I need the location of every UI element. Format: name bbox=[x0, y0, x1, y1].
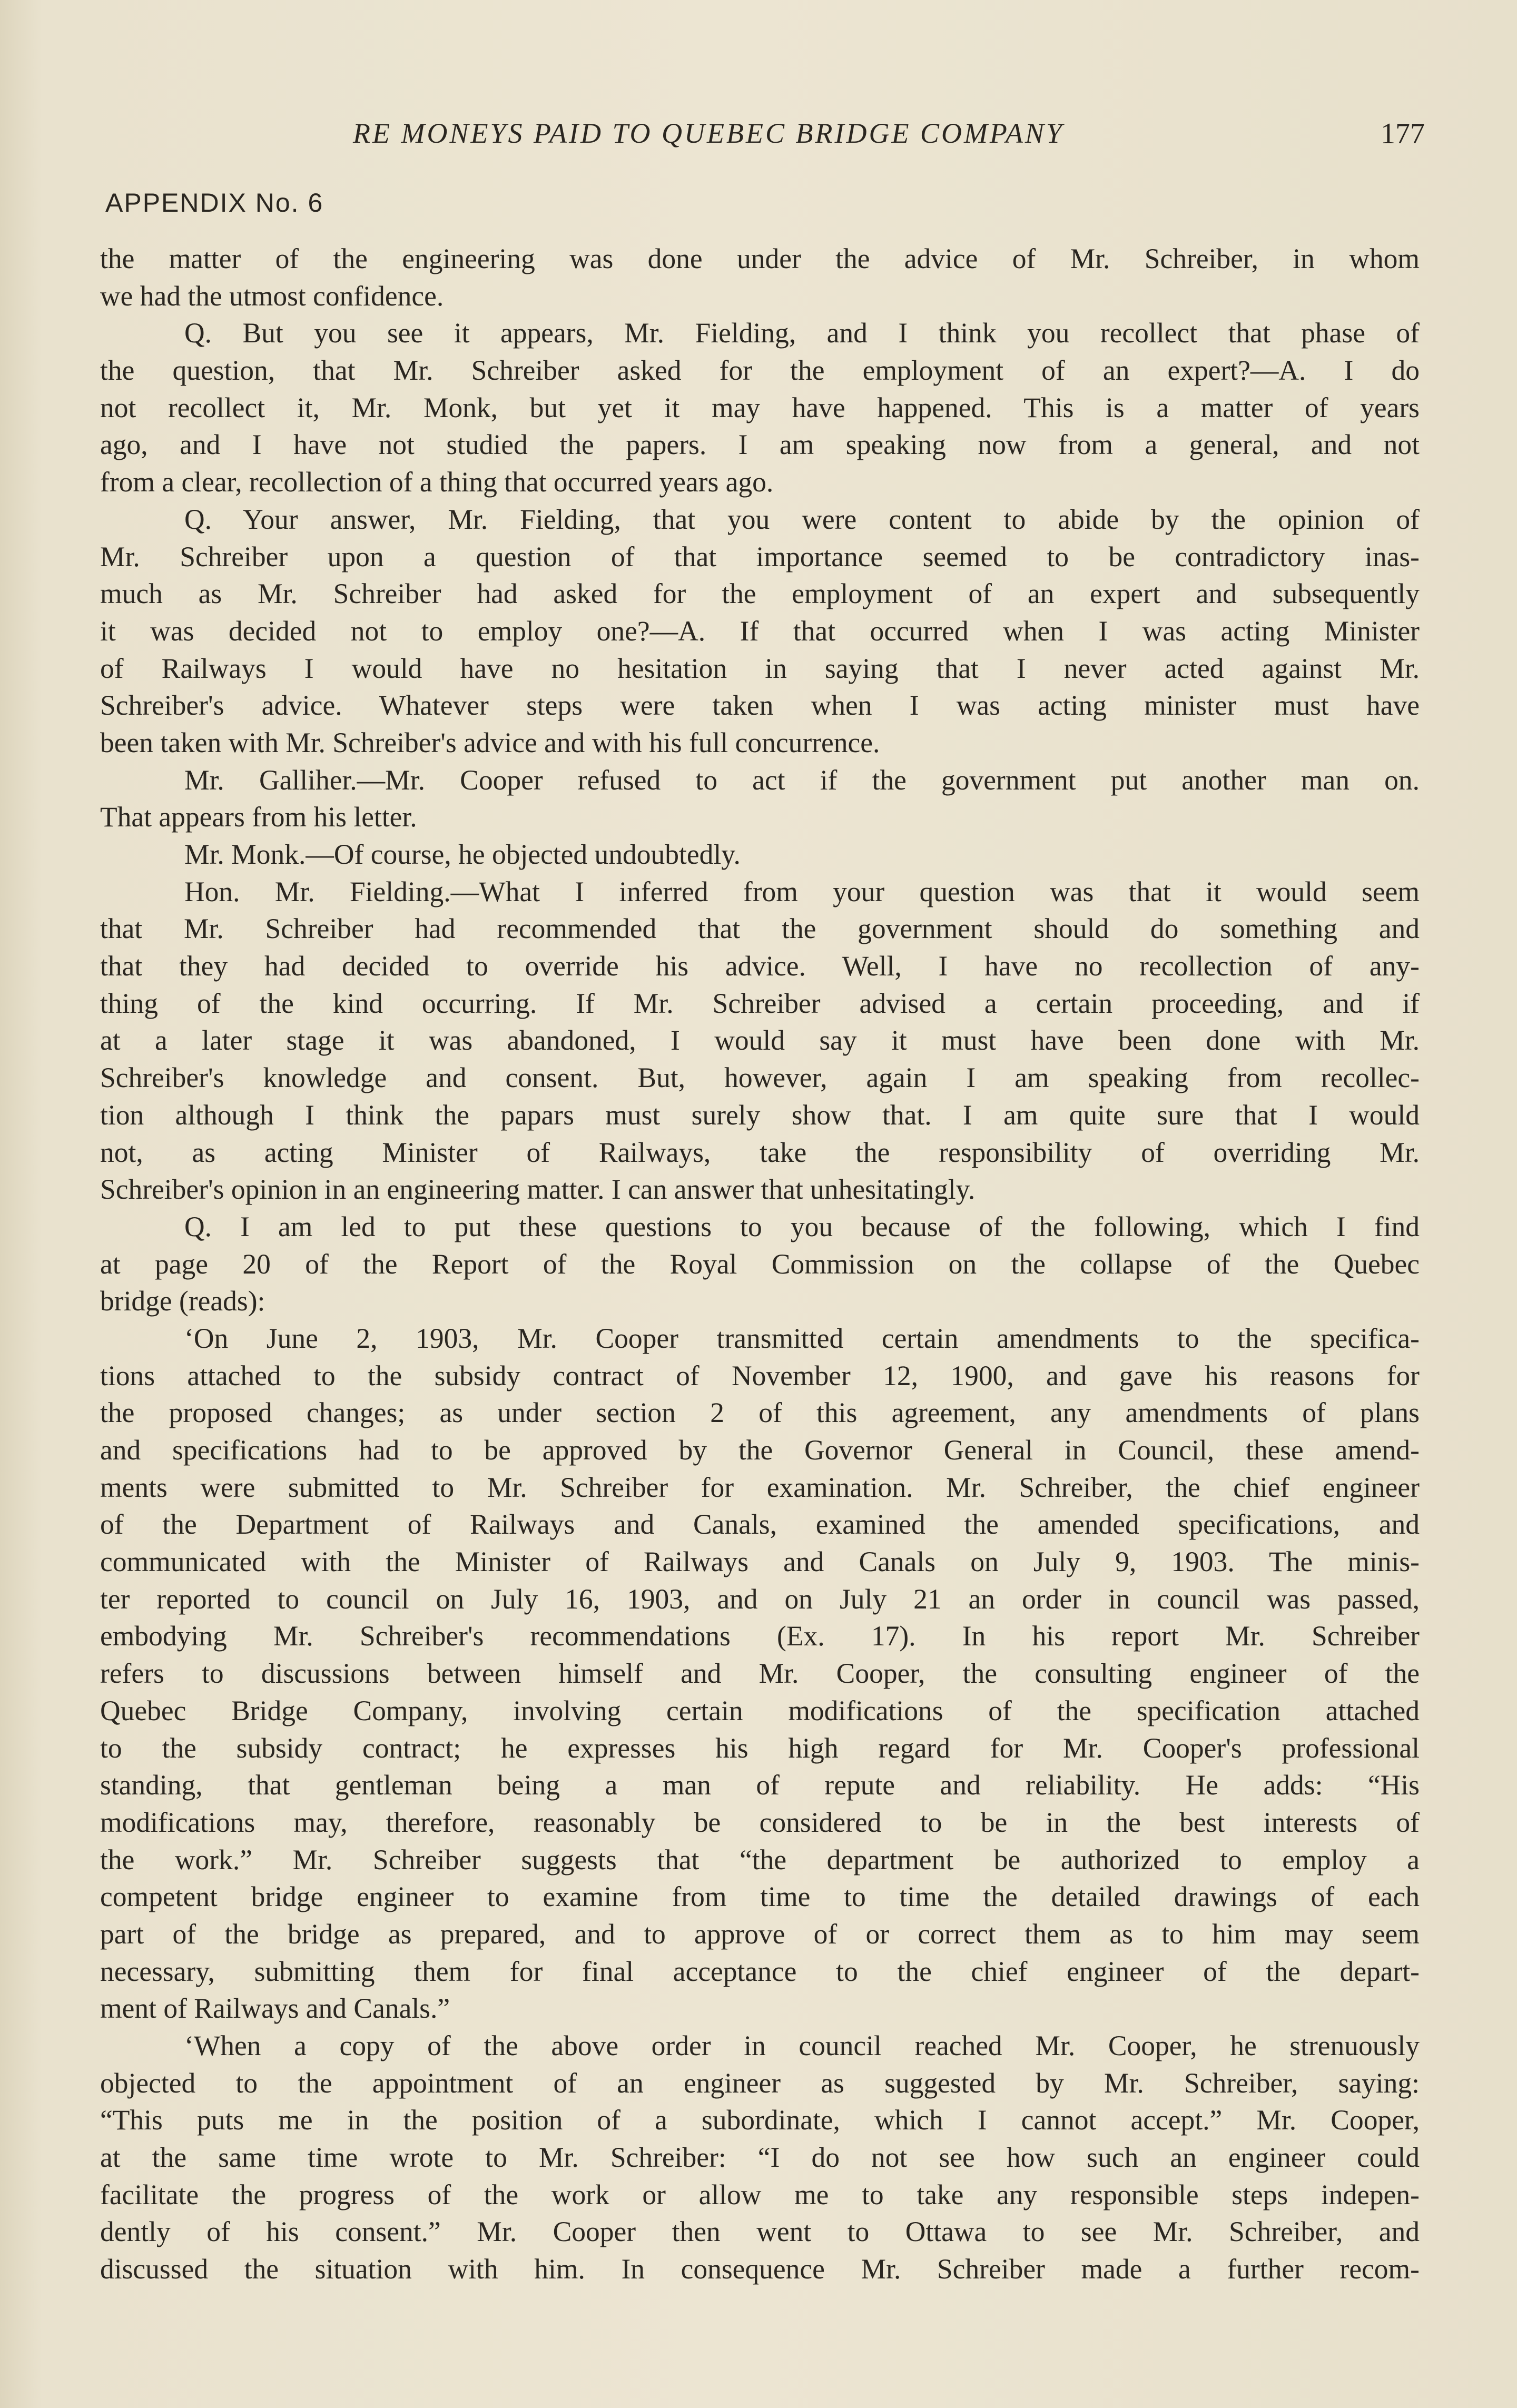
text-line: at page 20 of the Report of the Royal Commission on the collapse of the Quebec bbox=[100, 1248, 1420, 1280]
running-title: RE MONEYS PAID TO QUEBEC BRIDGE COMPANY bbox=[353, 117, 1064, 149]
text-line: tion although I think the papars must surely show that. I am quite sure that I would bbox=[100, 1099, 1420, 1131]
text-line: Hon. Mr. Fielding.—What I inferred from your question was that it would seem bbox=[184, 875, 1420, 907]
text-line: much as Mr. Schreiber had asked for the employment of an expert and subsequently bbox=[100, 578, 1420, 610]
text-line: at the same time wrote to Mr. Schreiber: “I do not see how such an engineer could bbox=[100, 2141, 1420, 2174]
text-line: the proposed changes; as under section 2 of this agreement, any amendments of plans bbox=[100, 1397, 1420, 1429]
text-line: the work.” Mr. Schreiber suggests that “the department be authorized to employ a bbox=[100, 1843, 1420, 1876]
text-line: discussed the situation with him. In consequence Mr. Schreiber made a further recom- bbox=[100, 2253, 1420, 2285]
text-line: Q. I am led to put these questions to you because of the following, which I find bbox=[184, 1210, 1420, 1242]
text-line: thing of the kind occurring. If Mr. Schreiber advised a certain proceeding, and if bbox=[100, 987, 1420, 1019]
text-line: not recollect it, Mr. Monk, but yet it may have happened. This is a matter of years bbox=[100, 391, 1420, 423]
text-line: the question, that Mr. Schreiber asked for the employment of an expert?—A. I do bbox=[100, 354, 1420, 387]
text-line: that Mr. Schreiber had recommended that the government should do something and bbox=[100, 913, 1420, 945]
text-line: been taken with Mr. Schreiber's advice and with his full concurrence. bbox=[100, 726, 880, 758]
text-line: Schreiber's advice. Whatever steps were taken when I was acting minister must have bbox=[100, 689, 1420, 722]
text-line: that they had decided to override his advice. Well, I have no recollection of any- bbox=[100, 950, 1420, 982]
text-line: not, as acting Minister of Railways, take the responsibility of overriding Mr. bbox=[100, 1136, 1420, 1168]
text-line: modifications may, therefore, reasonably be considered to be in the best interests of bbox=[100, 1806, 1420, 1838]
text-line: ter reported to council on July 16, 1903, and on July 21 an order in council was passed, bbox=[100, 1583, 1420, 1615]
text-line: of the Department of Railways and Canals, examined the amended specifications, and bbox=[100, 1508, 1420, 1541]
text-line: part of the bridge as prepared, and to approve of or correct them as to him may seem bbox=[100, 1918, 1420, 1950]
text-line: we had the utmost confidence. bbox=[100, 280, 444, 312]
text-line: Quebec Bridge Company, involving certain modifications of the specification attached bbox=[100, 1694, 1420, 1726]
text-line: Schreiber's knowledge and consent. But, however, again I am speaking from recollec- bbox=[100, 1062, 1420, 1094]
text-line: objected to the appointment of an engineer as suggested by Mr. Schreiber, saying: bbox=[100, 2067, 1420, 2099]
text-line: facilitate the progress of the work or allow me to take any responsible steps indepen- bbox=[100, 2178, 1420, 2210]
text-line: ments were submitted to Mr. Schreiber for examination. Mr. Schreiber, the chief engineer bbox=[100, 1471, 1420, 1503]
text-line: “This puts me in the position of a subordinate, which I cannot accept.” Mr. Cooper, bbox=[100, 2104, 1420, 2136]
text-line: dently of his consent.” Mr. Cooper then went to Ottawa to see Mr. Schreiber, and bbox=[100, 2216, 1420, 2248]
text-line: it was decided not to employ one?—A. If that occurred when I was acting Minister bbox=[100, 615, 1420, 647]
text-line: competent bridge engineer to examine from time to time the detailed drawings of each bbox=[100, 1881, 1420, 1913]
page-number: 177 bbox=[1381, 117, 1425, 150]
text-line: to the subsidy contract; he expresses his high regard for Mr. Cooper's professional bbox=[100, 1732, 1420, 1764]
text-line: of Railways I would have no hesitation in saying that I never acted against Mr. bbox=[100, 652, 1420, 684]
text-line: at a later stage it was abandoned, I would say it must have been done with Mr. bbox=[100, 1024, 1420, 1057]
text-line: ago, and I have not studied the papers. I am speaking now from a general, and not bbox=[100, 429, 1420, 461]
running-header bbox=[100, 117, 1425, 154]
text-line: That appears from his letter. bbox=[100, 801, 417, 833]
text-line: Mr. Monk.—Of course, he objected undoubtedly. bbox=[184, 838, 741, 870]
text-line: Schreiber's opinion in an engineering matter. I can answer that unhesitatingly. bbox=[100, 1173, 976, 1206]
text-line: bridge (reads): bbox=[100, 1285, 265, 1317]
appendix-label: APPENDIX No. 6 bbox=[105, 188, 324, 218]
text-line: refers to discussions between himself and Mr. Cooper, the consulting engineer of the bbox=[100, 1657, 1420, 1690]
text-line: the matter of the engineering was done under the advice of Mr. Schreiber, in whom bbox=[100, 243, 1420, 274]
text-line: Mr. Schreiber upon a question of that importance seemed to be contradictory inas- bbox=[100, 540, 1420, 573]
text-line: standing, that gentleman being a man of repute and reliability. He adds: “His bbox=[100, 1769, 1420, 1801]
text-line: communicated with the Minister of Railways and Canals on July 9, 1903. The minis- bbox=[100, 1546, 1420, 1578]
text-line: Q. Your answer, Mr. Fielding, that you were content to abide by the opinion of bbox=[184, 503, 1420, 535]
text-line: necessary, submitting them for final acceptance to the chief engineer of the depart- bbox=[100, 1955, 1420, 1987]
text-line: ‘When a copy of the above order in council reached Mr. Cooper, he strenuously bbox=[184, 2030, 1420, 2061]
text-line: Mr. Galliher.—Mr. Cooper refused to act if the government put another man on. bbox=[184, 764, 1420, 796]
text-line: and specifications had to be approved by the Governor General in Council, these amend- bbox=[100, 1434, 1420, 1466]
text-line: ment of Railways and Canals.” bbox=[100, 1992, 450, 2025]
text-line: Q. But you see it appears, Mr. Fielding, and I think you recollect that phase of bbox=[184, 317, 1420, 349]
text-line: ‘On June 2, 1903, Mr. Cooper transmitted certain amendments to the specifica- bbox=[184, 1322, 1420, 1354]
body-text bbox=[100, 240, 1420, 2288]
text-line: tions attached to the subsidy contract of November 12, 1900, and gave his reasons for bbox=[100, 1359, 1420, 1391]
text-line: from a clear, recollection of a thing that occurred years ago. bbox=[100, 466, 774, 498]
text-line: embodying Mr. Schreiber's recommendations (Ex. 17). In his report Mr. Schreiber bbox=[100, 1620, 1420, 1652]
